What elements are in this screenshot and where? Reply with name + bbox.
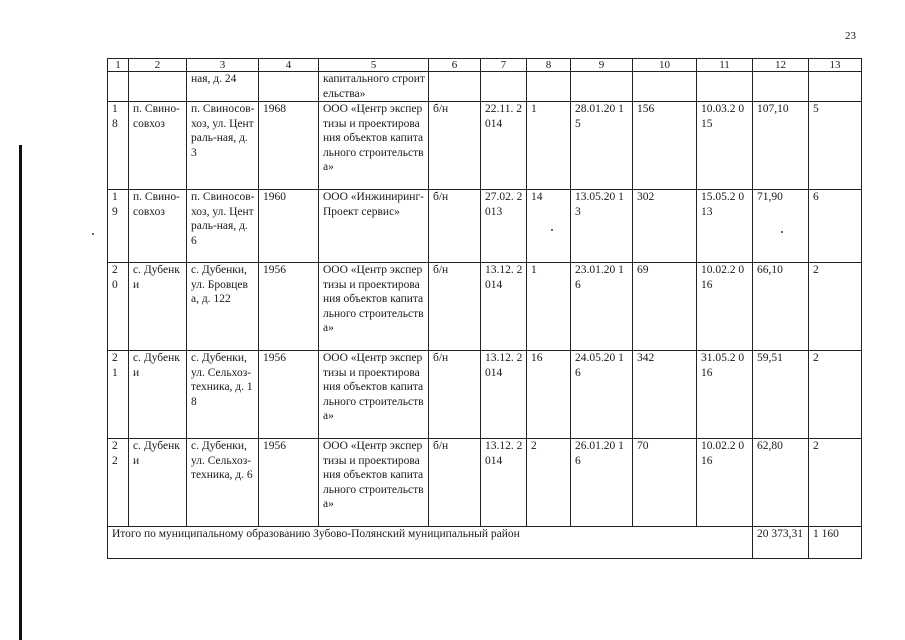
table-cell: ООО «Центр экспертизы и проектирования объектов капитального строительства» [319,102,429,190]
table-cell: с. Дубенки, ул. Сельхоз-техника, д. 6 [187,439,259,527]
table-cell: 302 [633,190,697,263]
table-cell: 2 [527,439,571,527]
table-cell: 2 [809,351,862,439]
table-cell: 10.02.2 016 [697,439,753,527]
table-cell [108,72,129,102]
table-cell: 62,80 [753,439,809,527]
column-number-cell: 9 [571,59,633,72]
table-cell: 2 1 [108,351,129,439]
total-label: Итого по муниципальному образованию Зубово-Полянский муниципальный район [108,527,753,559]
table-cell [697,72,753,102]
table-cell: 28.01.20 15 [571,102,633,190]
table-cell: ООО «Инжиниринг-Проект сервис» [319,190,429,263]
table-cell: 1 9 [108,190,129,263]
table-cell: б/н [429,102,481,190]
table-cell: п. Свино-совхоз [129,102,187,190]
table-cell: с. Дубенки, ул. Бровцева, д. 122 [187,263,259,351]
table-cell: п. Свиносов-хоз, ул. Централь-ная, д. 3 [187,102,259,190]
table-cell: 1960 [259,190,319,263]
table-cell: 59,51 [753,351,809,439]
table-cell: 13.12. 2014 [481,439,527,527]
table-cell: 13.05.20 13 [571,190,633,263]
table-cell [633,72,697,102]
column-number-cell: 7 [481,59,527,72]
column-number-cell: 3 [187,59,259,72]
column-number-cell: 4 [259,59,319,72]
table-cell: 2 [809,263,862,351]
table-cell: 2 0 [108,263,129,351]
table-cell: 1956 [259,263,319,351]
column-number-cell: 8 [527,59,571,72]
table-row [108,102,862,190]
table-row [108,439,862,527]
table-cell: б/н [429,263,481,351]
table-cell: ООО «Центр экспертизы и проектирования объектов капитального строительства» [319,439,429,527]
column-number-cell: 13 [809,59,862,72]
table-cell: 156 [633,102,697,190]
table-cell: 23.01.20 16 [571,263,633,351]
table-cell: ная, д. 24 [187,72,259,102]
table-cell: п. Свино-совхоз [129,190,187,263]
table-cell: 13.12. 2014 [481,263,527,351]
continuation-row [108,72,862,102]
table-cell: 10.03.2 015 [697,102,753,190]
table-cell: 1968 [259,102,319,190]
table-cell: 22.11. 2014 [481,102,527,190]
table-cell: п. Свиносов-хоз, ул. Централь-ная, д. 6 [187,190,259,263]
table-cell: б/н [429,439,481,527]
table-row [108,351,862,439]
scan-speck [92,233,94,235]
table-cell: 107,10 [753,102,809,190]
table-cell [429,72,481,102]
table-cell: капитального строительства» [319,72,429,102]
table-cell: 70 [633,439,697,527]
table-cell: 66,10 [753,263,809,351]
column-number-cell: 6 [429,59,481,72]
table-cell: 16 [527,351,571,439]
column-number-row [108,59,862,72]
table-cell [753,72,809,102]
table-cell: 5 [809,102,862,190]
table-cell: ООО «Центр экспертизы и проектирования объектов капитального строительства» [319,263,429,351]
total-area: 20 373,31 [753,527,809,559]
table-cell [809,72,862,102]
table-cell: 27.02. 2013 [481,190,527,263]
table-cell [571,72,633,102]
table-cell: 1 8 [108,102,129,190]
column-number-cell: 11 [697,59,753,72]
table-cell: с. Дубенки [129,263,187,351]
table-cell: 71,90 [753,190,809,263]
table-cell: ООО «Центр экспертизы и проектирования объектов капитального строительства» [319,351,429,439]
building-registry-table [107,58,862,559]
total-row [108,527,862,559]
table-cell: 1 [527,263,571,351]
total-count: 1 160 [809,527,862,559]
table-cell: 6 [809,190,862,263]
table-cell: 24.05.20 16 [571,351,633,439]
table-cell: 13.12. 2014 [481,351,527,439]
page-number: 23 [845,30,856,42]
table-cell: 1 [527,102,571,190]
table-cell [481,72,527,102]
table-cell: с. Дубенки [129,351,187,439]
table-cell: б/н [429,190,481,263]
table-cell: 1956 [259,351,319,439]
table-cell: 2 [809,439,862,527]
column-number-cell: 2 [129,59,187,72]
table-cell: 26.01.20 16 [571,439,633,527]
table-cell: 31.05.2 016 [697,351,753,439]
table-row [108,263,862,351]
table-body [108,59,862,559]
table-row [108,190,862,263]
table-cell: 14 [527,190,571,263]
table-cell: 1956 [259,439,319,527]
table-cell: 342 [633,351,697,439]
table-cell [259,72,319,102]
table-cell: с. Дубенки, ул. Сельхоз-техника, д. 18 [187,351,259,439]
table-cell: с. Дубенки [129,439,187,527]
column-number-cell: 1 [108,59,129,72]
table-cell: б/н [429,351,481,439]
table-cell: 69 [633,263,697,351]
table-cell [527,72,571,102]
table-cell: 2 2 [108,439,129,527]
column-number-cell: 10 [633,59,697,72]
column-number-cell: 5 [319,59,429,72]
table-cell: 15.05.2 013 [697,190,753,263]
scan-margin-bar [19,145,22,640]
table-cell: 10.02.2 016 [697,263,753,351]
column-number-cell: 12 [753,59,809,72]
table-cell [129,72,187,102]
